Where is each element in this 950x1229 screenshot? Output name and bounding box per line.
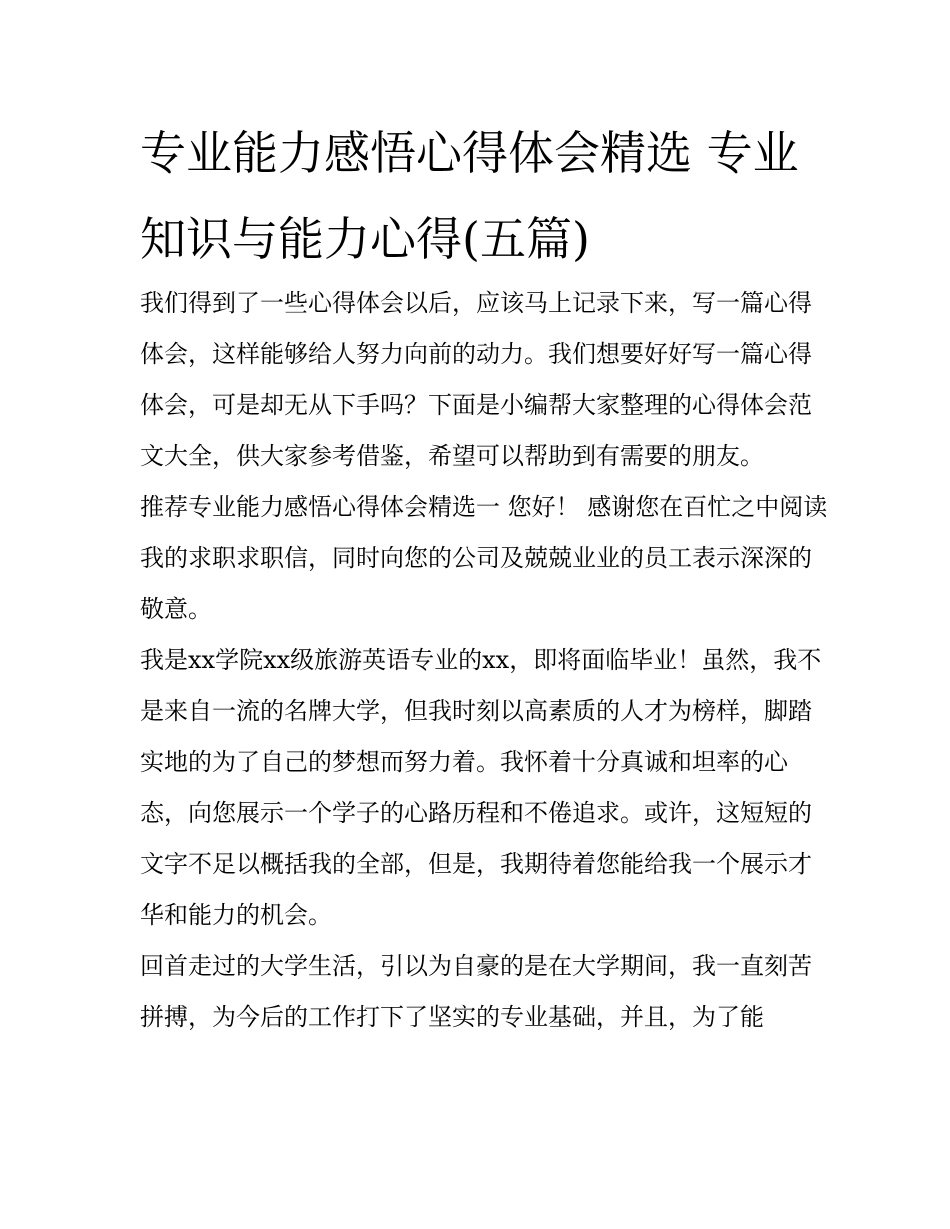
document-title: 专业能力感悟心得体会精选 专业知识与能力心得(五篇) [140,126,799,266]
paragraph-intro: 我们得到了一些心得体会以后，应该马上记录下来，写一篇心得体会，这样能够给人努力向前的动力。我们想要好好写一篇心得体会，可是却无从下手吗？下面是小编帮大家整理的心得体会范文大全，供大家参考借鉴，希望可以帮助到有需要的朋友。 [140,289,812,470]
document-body [140,278,830,1043]
paragraph-recommend: 推荐专业能力感悟心得体会精选一 您好！ 感谢您在百忙之中阅读我的求职求职信，同时向您的公司及兢兢业业的员工表示深深的敬意。 [140,493,828,623]
paragraph-college-life: 回首走过的大学生活，引以为自豪的是在大学期间，我一直刻苦拼搏，为今后的工作打下了坚实的专业基础，并且，为了能 [140,952,812,1031]
paragraph-self-intro: 我是xx学院xx级旅游英语专业的xx，即将面临毕业！虽然，我不是来自一流的名牌大学，但我时刻以高素质的人才为榜样，脚踏实地的为了自己的梦想而努力着。我怀着十分真诚和坦率的心态，向您展示一个学子的心路历程和不倦追求。或许，这短短的文字不足以概括我的全部，但是，我期待着您能给我一个展示才华和能力的机会。 [140,646,822,929]
